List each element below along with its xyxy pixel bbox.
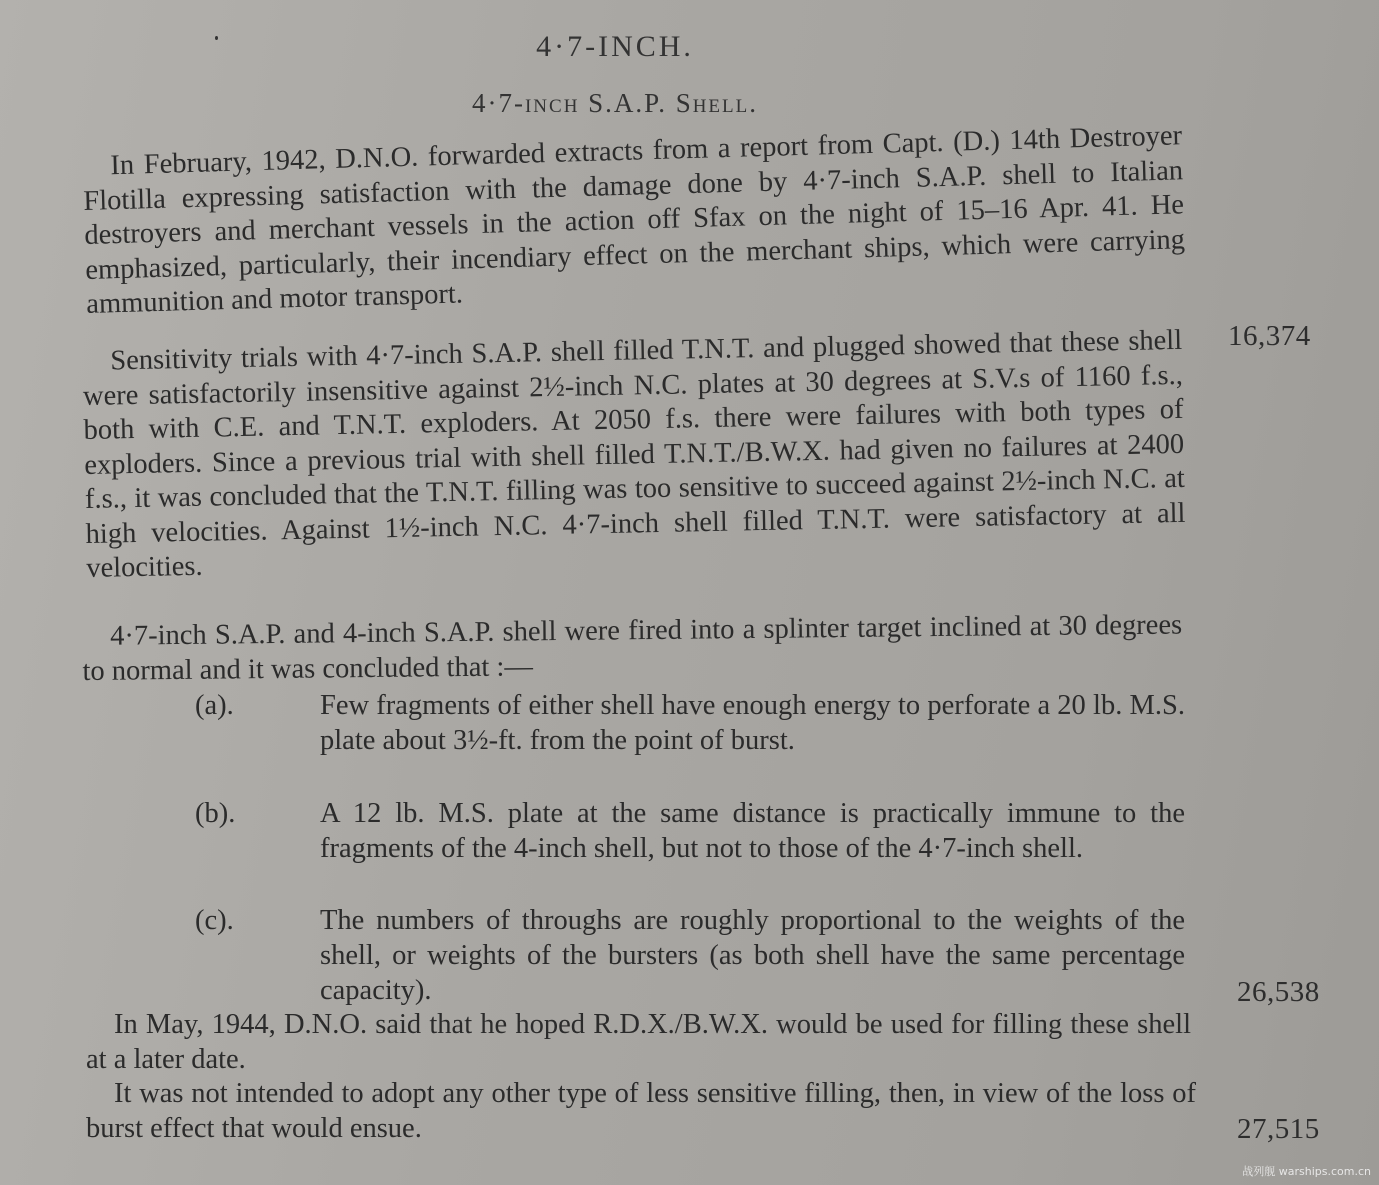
- paragraph-text: In February, 1942, D.N.O. forwarded extracts from a report from Capt. (D.) 14th Destroyer Flotilla expressing satisfaction with the damage done by 4·7-inch S.A.P. shell to Italian destroyers and merchant vessels in the action off Sfax on the night of 15–16 Apr. 41. He emphasized, particularly, their incendiary effect on the merchant ships, which were carrying ammunition and motor transport.: [82, 120, 1186, 320]
- list-item-text: Few fragments of either shell have enough energy to perforate a 20 lb. M.S. plate about 3½-ft. from the point of burst.: [320, 690, 1185, 756]
- list-marker: (b).: [195, 798, 236, 829]
- paragraph-sensitivity-trials: [82, 324, 1186, 587]
- section-subtitle: 4·7-inch S.A.P. Shell.: [471, 88, 759, 118]
- paragraph-less-sensitive-filling: [86, 1077, 1196, 1146]
- paragraph-text: In May, 1944, D.N.O. said that he hoped R.D.X./B.W.X. would be used for filling these shell at a later date.: [86, 1009, 1191, 1075]
- reference-number: 27,515: [1237, 1113, 1320, 1145]
- list-marker: (c).: [195, 905, 234, 936]
- paragraph-february-1942: [82, 119, 1186, 322]
- list-item-text: The numbers of throughs are roughly proportional to the weights of the shell, or weights of the bursters (as both shell have the same percentage capacity).: [320, 905, 1185, 1006]
- list-item-text: A 12 lb. M.S. plate at the same distance is practically immune to the fragments of the 4-inch shell, but not to those of the 4·7-inch shell.: [320, 798, 1185, 864]
- paragraph-text: 4·7-inch S.A.P. and 4-inch S.A.P. shell were fired into a splinter target inclined at 30 degrees to normal and it was concluded that :—: [82, 609, 1183, 687]
- conclusion-list-item: [195, 688, 1185, 762]
- paragraph-may-1944: [86, 1008, 1191, 1077]
- paragraph-text: Sensitivity trials with 4·7-inch S.A.P. shell filled T.N.T. and plugged showed that these shell were satisfactorily insensitive against 2½-inch N.C. plates at 30 degrees at S.V.s of 1160 f.s., both with C.E. and T.N.T. exploders. At 2050 f.s. there were failures with both types of exploders. Since a previous trial with shell filled T.N.T./B.W.X. had given no failures at 2400 f.s., it was concluded that the T.N.T. filling was too sensitive to succeed against 2½-inch N.C. at high velocities. Against 1½-inch N.C. 4·7-inch shell filled T.N.T. were satisfactory at all velocities.: [82, 324, 1186, 584]
- list-marker: (a).: [195, 690, 234, 721]
- section-title: 4·7-INCH.: [536, 30, 694, 63]
- reference-number: 16,374: [1228, 320, 1311, 352]
- watermark: 战列舰 warships.com.cn: [1242, 1165, 1371, 1178]
- conclusion-list-item: [195, 903, 1185, 1012]
- paragraph-splinter-target: [82, 608, 1183, 689]
- paragraph-text: It was not intended to adopt any other type of less sensitive filling, then, in view of the loss of burst effect that would ensue.: [86, 1078, 1196, 1144]
- reference-number: 26,538: [1237, 976, 1320, 1008]
- paper-speck: [215, 36, 218, 40]
- conclusion-list-item: [195, 796, 1185, 870]
